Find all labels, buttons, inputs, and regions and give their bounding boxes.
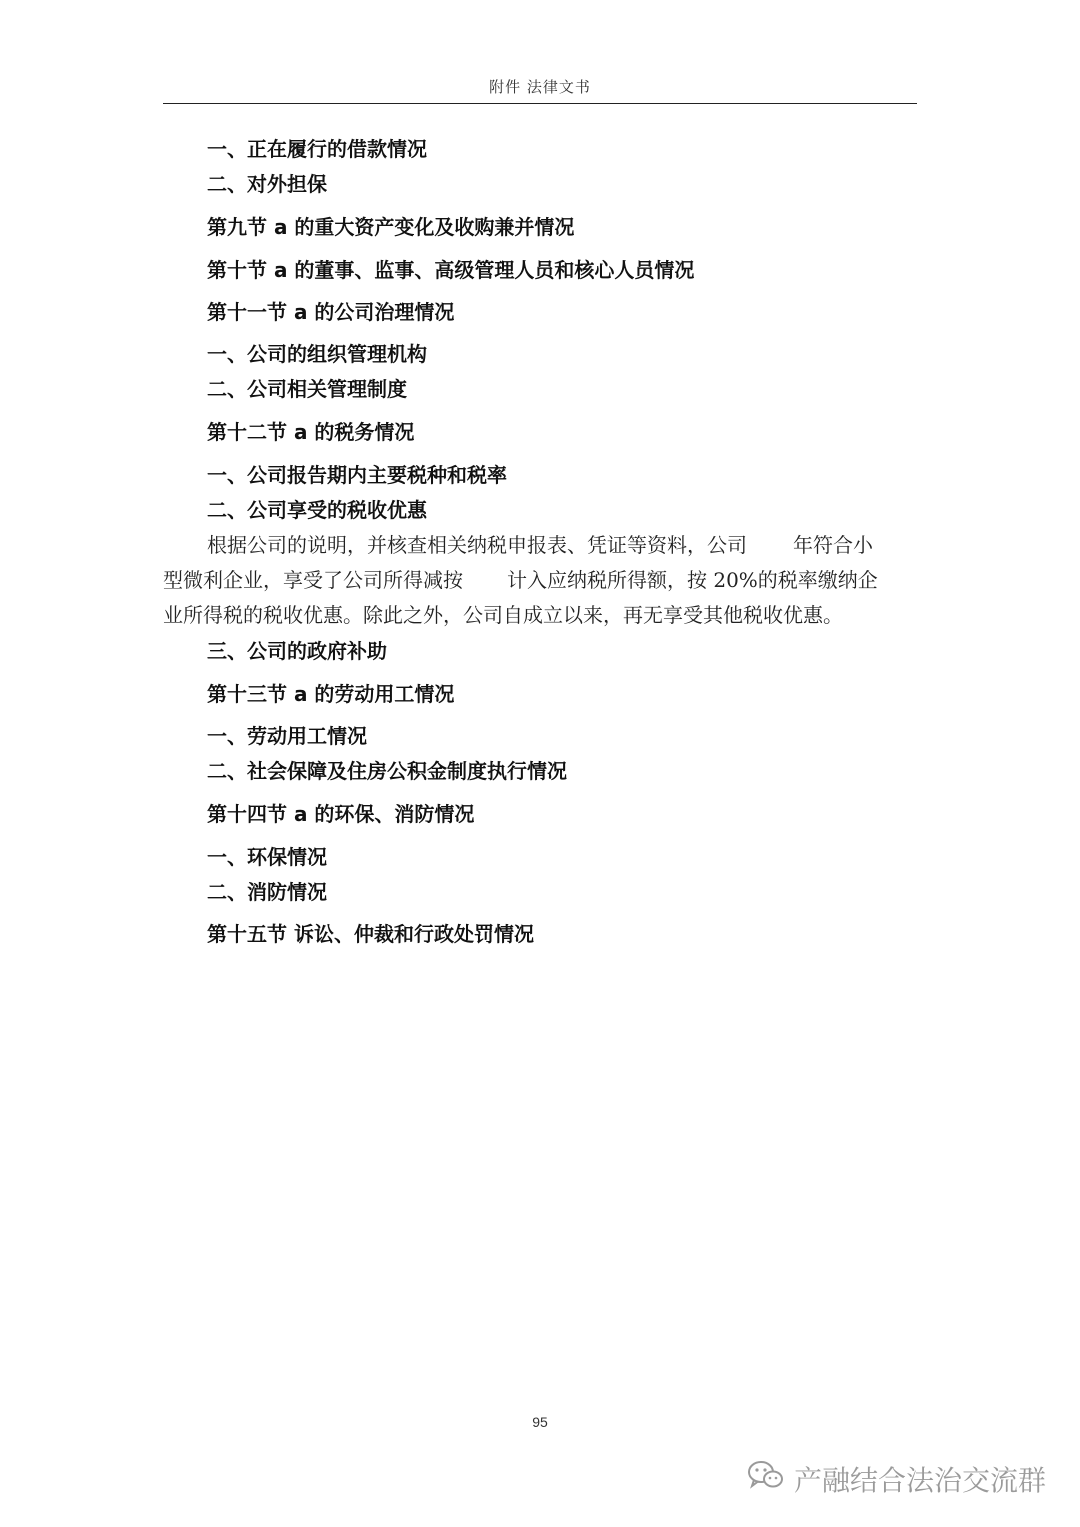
- heading-10: 三、公司的政府补助: [207, 639, 387, 663]
- header-rule: [163, 103, 917, 104]
- watermark: [746, 1458, 1046, 1499]
- heading-15: 一、环保情况: [207, 845, 327, 869]
- paragraph-text: 年符合小: [793, 533, 873, 557]
- heading-2: 第九节 a 的重大资产变化及收购兼并情况: [207, 215, 575, 239]
- heading-9: 二、公司享受的税收优惠: [207, 498, 427, 522]
- paragraph-line-3: 业所得税的税收优惠。除此之外，公司自成立以来，再无享受其他税收优惠。: [163, 603, 843, 627]
- heading-13: 二、社会保障及住房公积金制度执行情况: [207, 759, 567, 783]
- paragraph-line-2: [163, 568, 917, 592]
- watermark-text: 产融结合法治交流群: [793, 1463, 1046, 1497]
- heading-4: 第十一节 a 的公司治理情况: [207, 300, 455, 324]
- paragraph-line-1: [207, 533, 917, 557]
- heading-8: 一、公司报告期内主要税种和税率: [207, 463, 507, 487]
- heading-3: 第十节 a 的董事、监事、高级管理人员和核心人员情况: [207, 258, 695, 282]
- heading-11: 第十三节 a 的劳动用工情况: [207, 682, 455, 706]
- heading-14: 第十四节 a 的环保、消防情况: [207, 802, 475, 826]
- heading-1: 二、对外担保: [207, 172, 327, 196]
- heading-12: 一、劳动用工情况: [207, 724, 367, 748]
- page-header-title: 附件 法律文书: [489, 78, 591, 96]
- heading-0: 一、正在履行的借款情况: [207, 137, 427, 161]
- heading-17: 第十五节 诉讼、仲裁和行政处罚情况: [207, 922, 534, 946]
- paragraph-text: 计入应纳税所得额，按 20%的税率缴纳企: [507, 568, 878, 592]
- page-number: 95: [532, 1414, 548, 1430]
- wechat-icon: [746, 1458, 786, 1499]
- heading-7: 第十二节 a 的税务情况: [207, 420, 415, 444]
- heading-16: 二、消防情况: [207, 880, 327, 904]
- heading-6: 二、公司相关管理制度: [207, 377, 407, 401]
- paragraph-text: 根据公司的说明，并核查相关纳税申报表、凭证等资料，公司: [207, 533, 747, 557]
- paragraph-text: 型微利企业，享受了公司所得减按: [163, 568, 463, 592]
- heading-5: 一、公司的组织管理机构: [207, 342, 427, 366]
